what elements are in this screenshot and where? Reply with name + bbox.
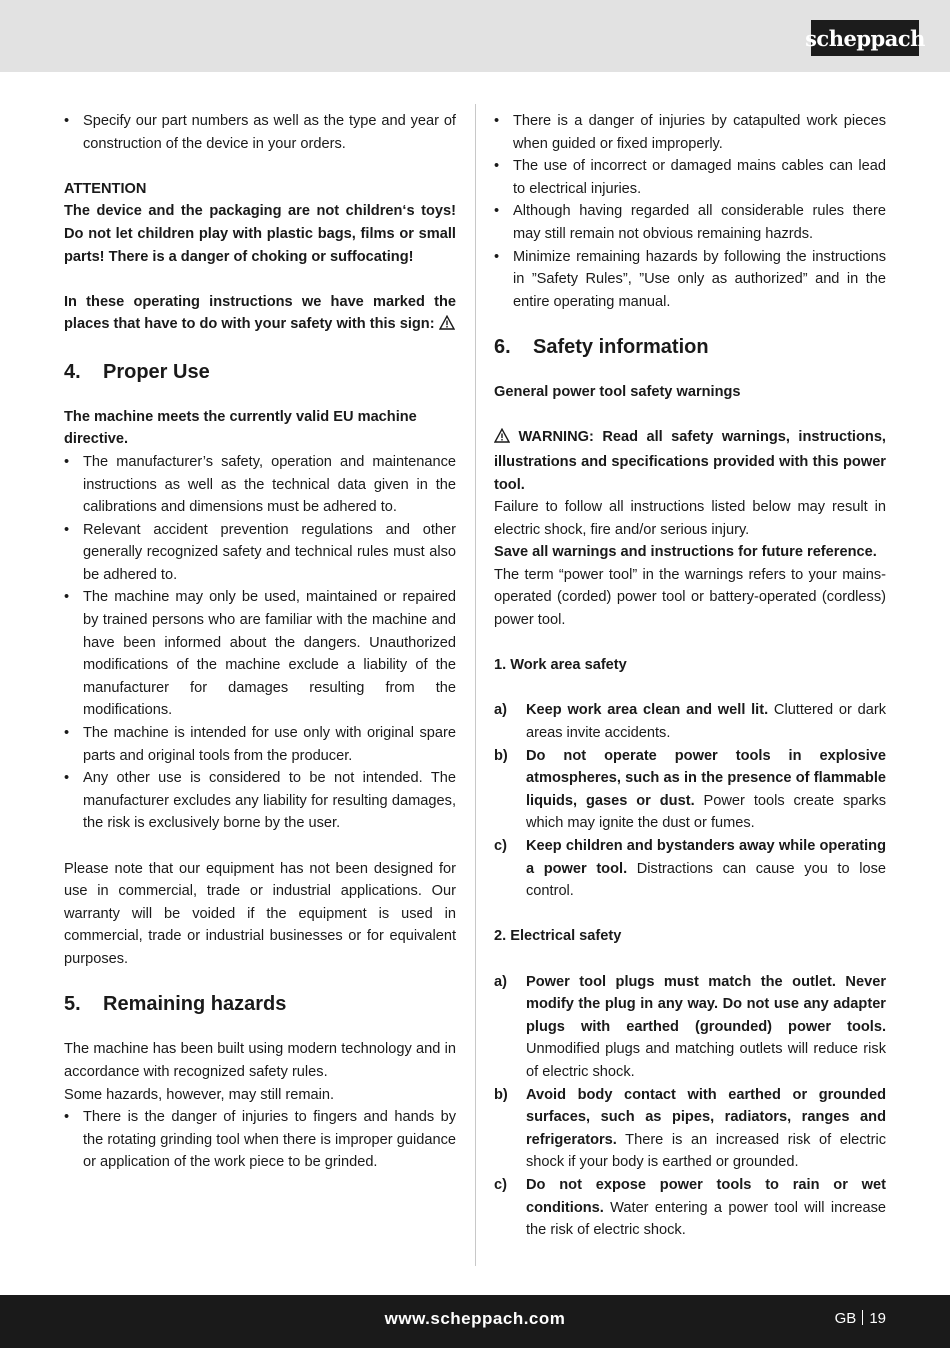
- list-item: • Minimize remaining hazards by following the instructions in ”Safety Rules”, ”Use only as authorized” and in the entire operating manual.: [494, 248, 886, 310]
- warning-statement: WARNING: Read all safety warnings, instructions, illustrations and specifications provided with this power tool.: [494, 429, 886, 493]
- work-area-list: [494, 699, 886, 902]
- list-item: • The machine may only be used, maintained or repaired by trained persons who are familiar with the machine and have been informed about the dangers. Unauthorized modifications of the machine exclude a liability of the manufacturer for damages resulting from the modifications.: [64, 589, 456, 719]
- section-heading-remaining-hazards: 5. Remaining hazards: [64, 993, 287, 1016]
- list-item: a) Power tool plugs must match the outlet. Never modify the plug in any way. Do not use any adapter plugs with earthed (grounded) power tools. Unmodified plugs and matching outlets will reduce risk of electric shock.: [494, 973, 886, 1080]
- list-item: • Although having regarded all considerable rules there may still remain not obvious remaining hazrds.: [494, 203, 886, 242]
- section-heading-safety-information: 6. Safety information: [494, 335, 709, 358]
- list-item: a) Keep work area clean and well lit. Cluttered or dark areas invite accidents.: [494, 702, 886, 742]
- list-item: c) Keep children and bystanders away while operating a power tool. Distractions can cause you to lose control.: [494, 838, 886, 900]
- warning-consequence: Failure to follow all instructions listed below may result in electric shock, fire and/or serious injury.: [494, 499, 886, 538]
- website-link[interactable]: www.scheppach.com: [384, 1309, 566, 1328]
- list-item: • Specify our part numbers as well as the type and year of construction of the device in your orders.: [64, 113, 456, 152]
- list-item: c) Do not expose power tools to rain or wet conditions. Water entering a power tool will increase the risk of electric shock.: [494, 1176, 886, 1239]
- list-item: • The use of incorrect or damaged mains cables can lead to electrical injuries.: [494, 158, 886, 197]
- brand-logo: scheppach: [811, 20, 919, 56]
- list-item: • The machine is intended for use only with original spare parts and original tools from the producer.: [64, 725, 456, 764]
- hazards-list: [64, 1106, 456, 1174]
- work-area-title: 1. Work area safety: [494, 657, 627, 674]
- right-column: [494, 110, 886, 1242]
- list-item: • The manufacturer’s safety, operation and maintenance instructions as well as the technical data given in the calibrations and dimensions must be adhered to.: [64, 453, 456, 516]
- list-item: b) Do not operate power tools in explosive atmospheres, such as in the presence of flammable liquids, gases or dust. Power tools create sparks which may ignite the dust or fumes.: [494, 747, 886, 832]
- attention-title: ATTENTION: [64, 180, 147, 197]
- warning-triangle-icon: [439, 315, 455, 338]
- list-item: • There is the danger of injuries to fingers and hands by the rotating grinding tool when there is improper guidance or application of the work piece to be grinded.: [64, 1109, 456, 1171]
- general-warnings-title: General power tool safety warnings: [494, 384, 741, 401]
- hazards-intro-2: Some hazards, however, may still remain.: [64, 1086, 335, 1103]
- safety-sign-note: In these operating instructions we have marked the places that have to do with your safety with this sign:: [64, 291, 456, 338]
- list-item: • Any other use is considered to be not intended. The manufacturer excludes any liability for resulting damages, the risk is exclusively borne by the user.: [64, 770, 456, 832]
- page-number: GB 19: [834, 1310, 886, 1327]
- hazards-intro: The machine has been built using modern technology and in accordance with recognized safety rules.: [64, 1041, 456, 1080]
- hazards-list-continued: [494, 110, 886, 313]
- column-divider: [475, 104, 476, 1266]
- list-item: b) Avoid body contact with earthed or grounded surfaces, such as pipes, radiators, ranges and refrigerators. There is an increased risk of electric shock if your body is earthed or grounded.: [494, 1086, 886, 1171]
- section-heading-proper-use: 4. Proper Use: [64, 360, 210, 383]
- left-column: [64, 110, 456, 1174]
- list-item: • There is a danger of injuries by catapulted work pieces when guided or fixed improperly.: [494, 113, 886, 152]
- power-tool-term: The term “power tool” in the warnings refers to your mains-operated (corded) power tool or battery-operated (cordless) power tool.: [494, 566, 886, 629]
- warranty-note: Please note that our equipment has not been designed for use in commercial, trade or industrial applications. Our warranty will be voided if the equipment is used in commercial, trade or industrial businesses or for equivalent purposes.: [64, 860, 456, 967]
- list-item: • Relevant accident prevention regulations and other generally recognized safety and technical rules must also be adhered to.: [64, 521, 456, 583]
- attention-text: The device and the packaging are not children‘s toys! Do not let children play with plastic bags, films or small parts! There is a danger of choking or suffocating!: [64, 203, 456, 265]
- electrical-safety-title: 2. Electrical safety: [494, 928, 622, 945]
- proper-use-list: [64, 451, 456, 835]
- electrical-safety-list: [494, 971, 886, 1242]
- header-bar: [0, 0, 950, 72]
- save-instructions: Save all warnings and instructions for future reference.: [494, 544, 877, 561]
- footer-bar: [0, 1295, 950, 1348]
- order-bullet-list: [64, 110, 456, 155]
- warning-triangle-icon: [494, 428, 510, 451]
- proper-use-intro: The machine meets the currently valid EU machine directive.: [64, 408, 417, 448]
